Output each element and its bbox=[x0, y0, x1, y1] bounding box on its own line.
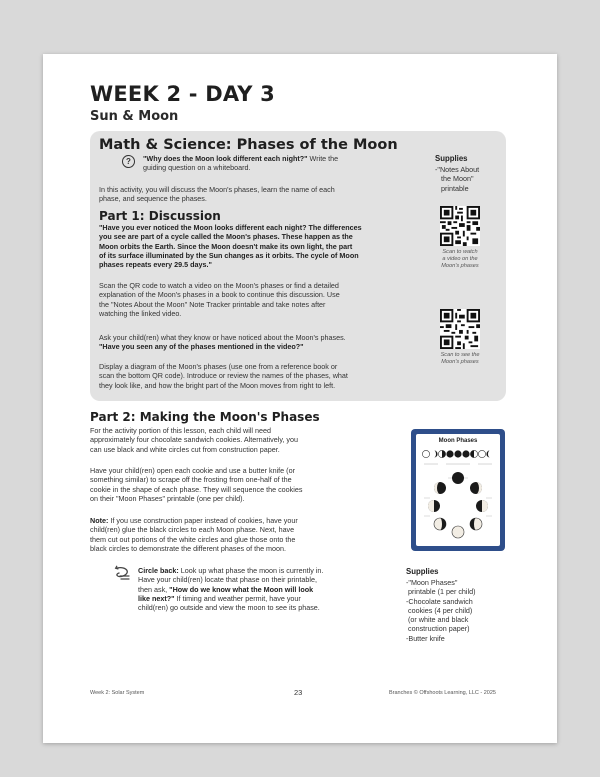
page-title: WEEK 2 - DAY 3 bbox=[90, 82, 275, 106]
circle-back-arrow-icon bbox=[111, 565, 133, 585]
supplies-heading: Supplies bbox=[435, 154, 468, 163]
part2-intro: For the activity portion of this lesson, each child will need approximately four chocolate sandwich cookies. Alternatively, you can use black and white circles cut from construction paper. bbox=[90, 426, 299, 454]
discussion-quote: "Have you ever noticed the Moon looks different each night? The differences you see are part of a cycle called the Moon's phases. These happen as the Moon orbits the Earth. Since the Moon doesn't make its own light, the part of its surface illuminated by the Sun changes as it orbits. The cycle of Moon phases repeats every 29.5 days." bbox=[99, 223, 362, 270]
supplies-list-2: -"Moon Phases" printable (1 per child) -Chocolate sandwich cookies (4 per child) (or white and black construction paper) -Butter knife bbox=[406, 578, 476, 643]
intro-paragraph: In this activity, you will discuss the Moon's phases, learn the name of each phase, and sequence the phases. bbox=[99, 185, 335, 204]
moon-phases-diagram bbox=[418, 448, 498, 544]
part1-heading: Part 1: Discussion bbox=[99, 209, 221, 223]
question-bubble-icon: ? bbox=[122, 155, 135, 168]
part2-note: Note: If you use construction paper instead of cookies, have your child(ren) glue the black circles to each Moon phase. Next, have them cut out portions of the white circles and glue those onto the black circles to demonstrate the different phases of the moon. bbox=[90, 516, 298, 553]
part2-heading: Part 2: Making the Moon's Phases bbox=[90, 410, 320, 424]
qr-code-video[interactable] bbox=[440, 206, 480, 246]
qr-video-caption: Scan to watch a video on the Moon's phases bbox=[441, 249, 479, 269]
moon-phases-printable-thumbnail bbox=[411, 429, 505, 551]
footer-left: Week 2: Solar System bbox=[90, 690, 145, 696]
ask-children: Ask your child(ren) what they know or have noticed about the Moon's phases. "Have you seen any of the phases mentioned in the video?" bbox=[99, 333, 346, 352]
guiding-question: "Why does the Moon look different each night?" Write the guiding question on a whiteboard. bbox=[143, 154, 339, 173]
qr-instructions: Scan the QR code to watch a video on the Moon's phases or find a detailed explanation of the Moon's phases in a book to continue this discussion. Use the "Notes About the Moon" Note Tracker printable and take notes after watching the linked video. bbox=[99, 281, 340, 318]
page-subtitle: Sun & Moon bbox=[90, 109, 179, 124]
display-diagram: Display a diagram of the Moon's phases (use one from a reference book or scan the bottom QR code). Introduce or review the names of the phases, what they look like, and how the bright part of the Moon moves from right to left. bbox=[99, 362, 348, 390]
supplies-heading-2: Supplies bbox=[406, 567, 439, 576]
page-number: 23 bbox=[294, 688, 303, 697]
footer-right: Branches © Offshoots Learning, LLC - 2025 bbox=[389, 690, 496, 696]
qr-code-phases[interactable] bbox=[440, 309, 480, 349]
qr-phases-caption: Scan to see the Moon's phases bbox=[440, 352, 480, 365]
supplies-list: -"Notes About the Moon" printable bbox=[435, 165, 480, 193]
section-heading: Math & Science: Phases of the Moon bbox=[99, 137, 398, 153]
worksheet-page bbox=[43, 54, 557, 743]
part2-instructions: Have your child(ren) open each cookie and use a butter knife (or something similar) to scrape off the frosting from one-half of the cookie in the shape of each phase. They will sequence the cookies on their "Moon Phases" printable (one per child). bbox=[90, 466, 303, 503]
thumbnail-title: Moon Phases bbox=[438, 438, 478, 444]
circle-back: Circle back: Look up what phase the moon is currently in. Have your child(ren) locate that phase on their printable, then ask, "How do we know what the Moon will look like next?" If timing and weather permit, have your child(ren) go outside and view the moon to see its phase. bbox=[138, 566, 324, 613]
